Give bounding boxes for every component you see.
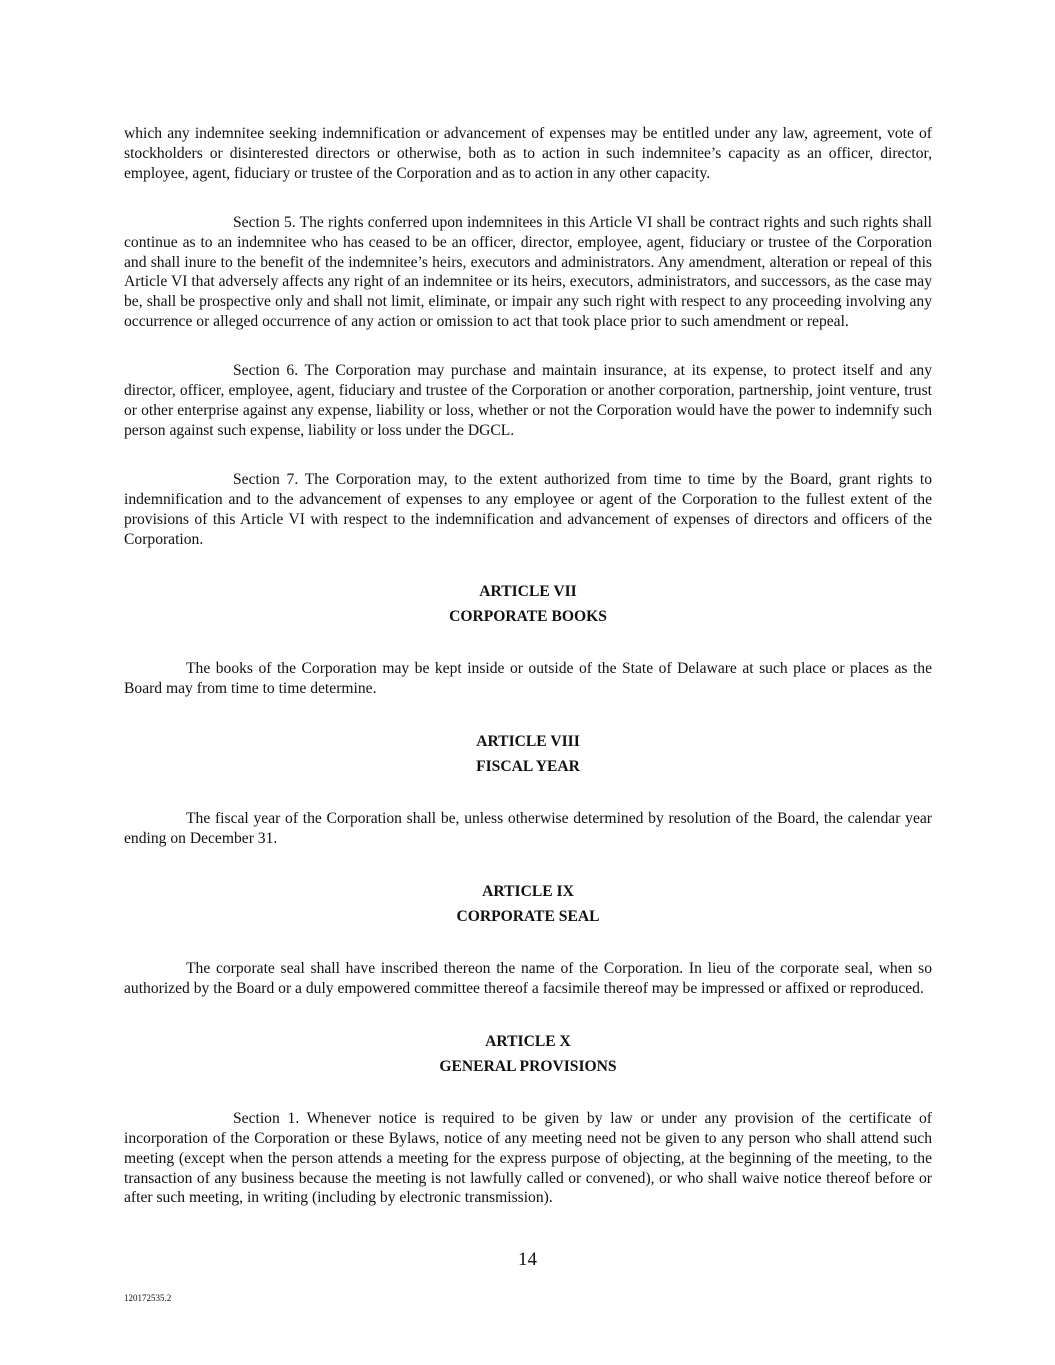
article-ix-body: The corporate seal shall have inscribed thereon the name of the Corporation. In lieu of the corporate seal, when so authorized by the Board or a duly empowered committee thereof a facsimile thereof may be impressed or affixed or reproduced.: [124, 960, 932, 997]
article-vii-heading: [124, 579, 932, 629]
article-vi-section-7: Section 7. The Corporation may, to the extent authorized from time to time by the Board, grant rights to indemnification and to the advancement of expenses to any employee or agent of the Corporation to the fullest extent of the provisions of this Article VI with respect to the indemnification and advancement of expenses of directors and officers of the Corporation.: [124, 470, 932, 548]
article-vi-section-5: Section 5. The rights conferred upon indemnitees in this Article VI shall be contract rights and such rights shall continue as to an indemnitee who has ceased to be an officer, director, employee, agent, fiduciary or trustee of the Corporation and shall inure to the benefit of the indemnitee’s heirs, executors and administrators. Any amendment, alteration or repeal of this Article VI that adversely affects any right of an indemnitee or its heirs, executors, administrators, and successors, as the case may be, shall be prospective only and shall not limit, eliminate, or impair any such right with respect to any proceeding involving any occurrence or alleged occurrence of any action or omission to act that took place prior to such amendment or repeal.: [124, 213, 932, 331]
article-viii-heading: [124, 729, 932, 779]
article-ix-title: CORPORATE SEAL: [456, 908, 600, 926]
article-vii-number: ARTICLE VII: [479, 583, 577, 601]
article-x-title: GENERAL PROVISIONS: [439, 1057, 617, 1075]
document-id: 120172535.2: [124, 1293, 172, 1303]
article-viii-body: The fiscal year of the Corporation shall be, unless otherwise determined by resolution of the Board, the calendar year ending on December 31.: [124, 810, 932, 848]
continued-paragraph: which any indemnitee seeking indemnification or advancement of expenses may be entitled under any law, agreement, vote of stockholders or disinterested directors or otherwise, both as to action in such indemnitee’s capacity as an officer, director, employee, agent, fiduciary or trustee of the Corporation and as to action in any other capacity.: [124, 125, 932, 182]
article-x-number: ARTICLE X: [485, 1032, 571, 1050]
document-page: [124, 124, 932, 1208]
article-viii-number: ARTICLE VIII: [476, 733, 580, 751]
article-vii-title: CORPORATE BOOKS: [449, 608, 607, 626]
article-viii-title: FISCAL YEAR: [476, 758, 580, 776]
article-ix-heading: [124, 879, 932, 929]
article-x-section-1: Section 1. Whenever notice is required to be given by law or under any provision of the certificate of incorporation of the Corporation or these Bylaws, notice of any meeting need not be given to any person who shall attend such meeting (except when the person attends a meeting for the express purpose of objecting, at the beginning of the meeting, to the transaction of any business because the meeting is not lawfully called or convened), or who shall waive notice thereof before or after such meeting, in writing (including by electronic transmission).: [124, 1109, 932, 1207]
article-vi-section-6: Section 6. The Corporation may purchase and maintain insurance, at its expense, to protect itself and any director, officer, employee, agent, fiduciary and trustee of the Corporation or another corporation, partnership, joint venture, trust or other enterprise against any expense, liability or loss, whether or not the Corporation would have the power to indemnify such person against such expense, liability or loss under the DGCL.: [124, 362, 932, 439]
article-x-heading: [124, 1029, 932, 1079]
article-ix-number: ARTICLE IX: [482, 883, 574, 901]
article-vii-body: The books of the Corporation may be kept inside or outside of the State of Delaware at such place or places as the Board may from time to time determine.: [124, 660, 932, 698]
page-number: 14: [518, 1249, 537, 1270]
